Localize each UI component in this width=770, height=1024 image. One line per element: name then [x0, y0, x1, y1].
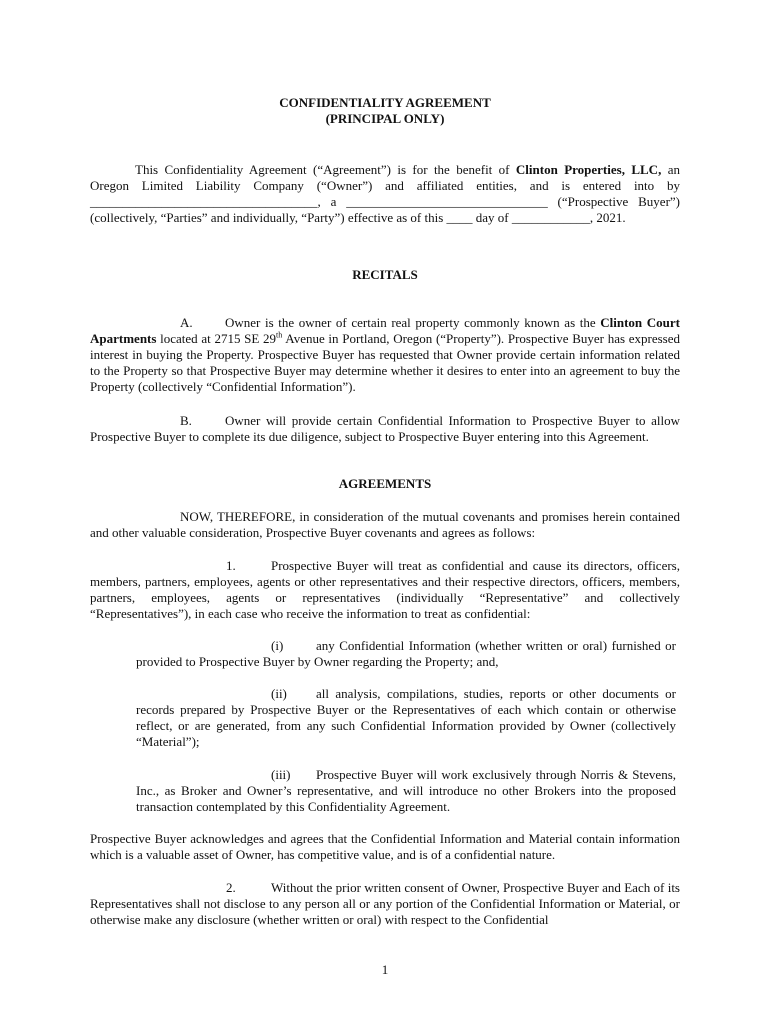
owner-name: Clinton Properties, LLC, — [515, 162, 662, 177]
sub-item-ii-text: all analysis, compilations, studies, reports or other documents or records prepared by Prospective Buyer or the Representatives of each which contain or otherwise reflect, or are generated, from any such Confidential Information provided by Owner (collectively “Material”); — [136, 686, 676, 749]
recital-a-label: A. — [180, 315, 193, 330]
sub-item-iii-label: (iii) — [271, 767, 291, 782]
item-2-text: Without the prior written consent of Owner, Prospective Buyer and Each of its Representatives shall not disclose to any person all or any portion of the Confidential Information or Material, or otherwise make any disclosure (whether written or oral) with respect to the Confidential — [90, 880, 680, 927]
recital-a-text-3: Avenue in Portland, Oregon (“Property”). Prospective Buyer has expressed interest in buying the Property. Prospective Buyer has requested that Owner provide certain information related to the Property so that Prospective Buyer may determine whether it desires to enter into an agreement to buy the Property (collectively “Confidential Information”). — [90, 331, 680, 394]
page-number: 1 — [381, 962, 389, 977]
item-1-text: Prospective Buyer will treat as confidential and cause its directors, officers, members, partners, employees, agents or other representatives and their respective directors, officers, members, partners, employees, agents or representatives (individually “Representative” and collectively “Representatives”), in each case who receive the information to treat as confidential: — [90, 558, 680, 621]
agreements-heading: AGREEMENTS — [338, 476, 432, 491]
now-therefore-text: NOW, THEREFORE, in consideration of the mutual covenants and promises herein contained and other valuable consideration, Prospective Buyer covenants and agrees as follows: — [90, 509, 680, 540]
recital-a-text-2: located at 2715 SE 29 — [156, 331, 277, 346]
agreement-item-1 — [90, 558, 680, 622]
sub-item-i-text: any Confidential Information (whether written or oral) furnished or provided to Prospective Buyer by Owner regarding the Property; and, — [136, 638, 676, 669]
acknowledgement-paragraph: Prospective Buyer acknowledges and agrees that the Confidential Information and Material contain information which is a valuable asset of Owner, has competitive value, and is of a confidential nature. — [90, 831, 680, 862]
intro-text-1: This Confidentiality Agreement (“Agreement”) is for the benefit of — [135, 162, 516, 177]
document-title — [0, 95, 770, 127]
property-name: Clinton Court Apartments — [90, 315, 680, 346]
recital-a-text-1: Owner is the owner of certain real property commonly known as the — [225, 315, 601, 330]
item-2-label: 2. — [226, 880, 236, 895]
sub-item-ii — [136, 686, 676, 750]
sub-item-iii — [136, 767, 676, 815]
now-therefore-paragraph — [90, 509, 680, 541]
sub-item-ii-label: (ii) — [271, 686, 287, 701]
recital-a — [90, 315, 680, 395]
intro-text-2: an Oregon Limited Liability Company (“Owner”) and affiliated entities, and is entered into by ___________________________________, a _______________________________ (“Prospective Buyer”) (collectively, “Parties” and individually, “Party”) effective as of this ____ day of ____________, 2021. — [90, 162, 680, 225]
item-1-label: 1. — [226, 558, 236, 573]
sub-item-iii-text: Prospective Buyer will work exclusively through Norris & Stevens, Inc., as Broker and Owner’s representative, and will introduce no other Brokers into the proposed transaction contemplated by this Confidentiality Agreement. — [136, 767, 676, 814]
recital-b — [90, 413, 680, 445]
sub-item-i — [136, 638, 676, 670]
ordinal-suffix: th — [276, 330, 283, 340]
recitals-heading: RECITALS — [352, 267, 418, 282]
recital-b-label: B. — [180, 413, 192, 428]
agreement-item-2 — [90, 880, 680, 928]
title-line-2: (PRINCIPAL ONLY) — [325, 111, 445, 126]
title-line-1: CONFIDENTIALITY AGREEMENT — [279, 95, 491, 110]
intro-paragraph — [90, 162, 680, 226]
sub-item-i-label: (i) — [271, 638, 284, 653]
recital-b-text: Owner will provide certain Confidential Information to Prospective Buyer to allow Prospective Buyer to complete its due diligence, subject to Prospective Buyer entering into this Agreement. — [90, 413, 680, 444]
